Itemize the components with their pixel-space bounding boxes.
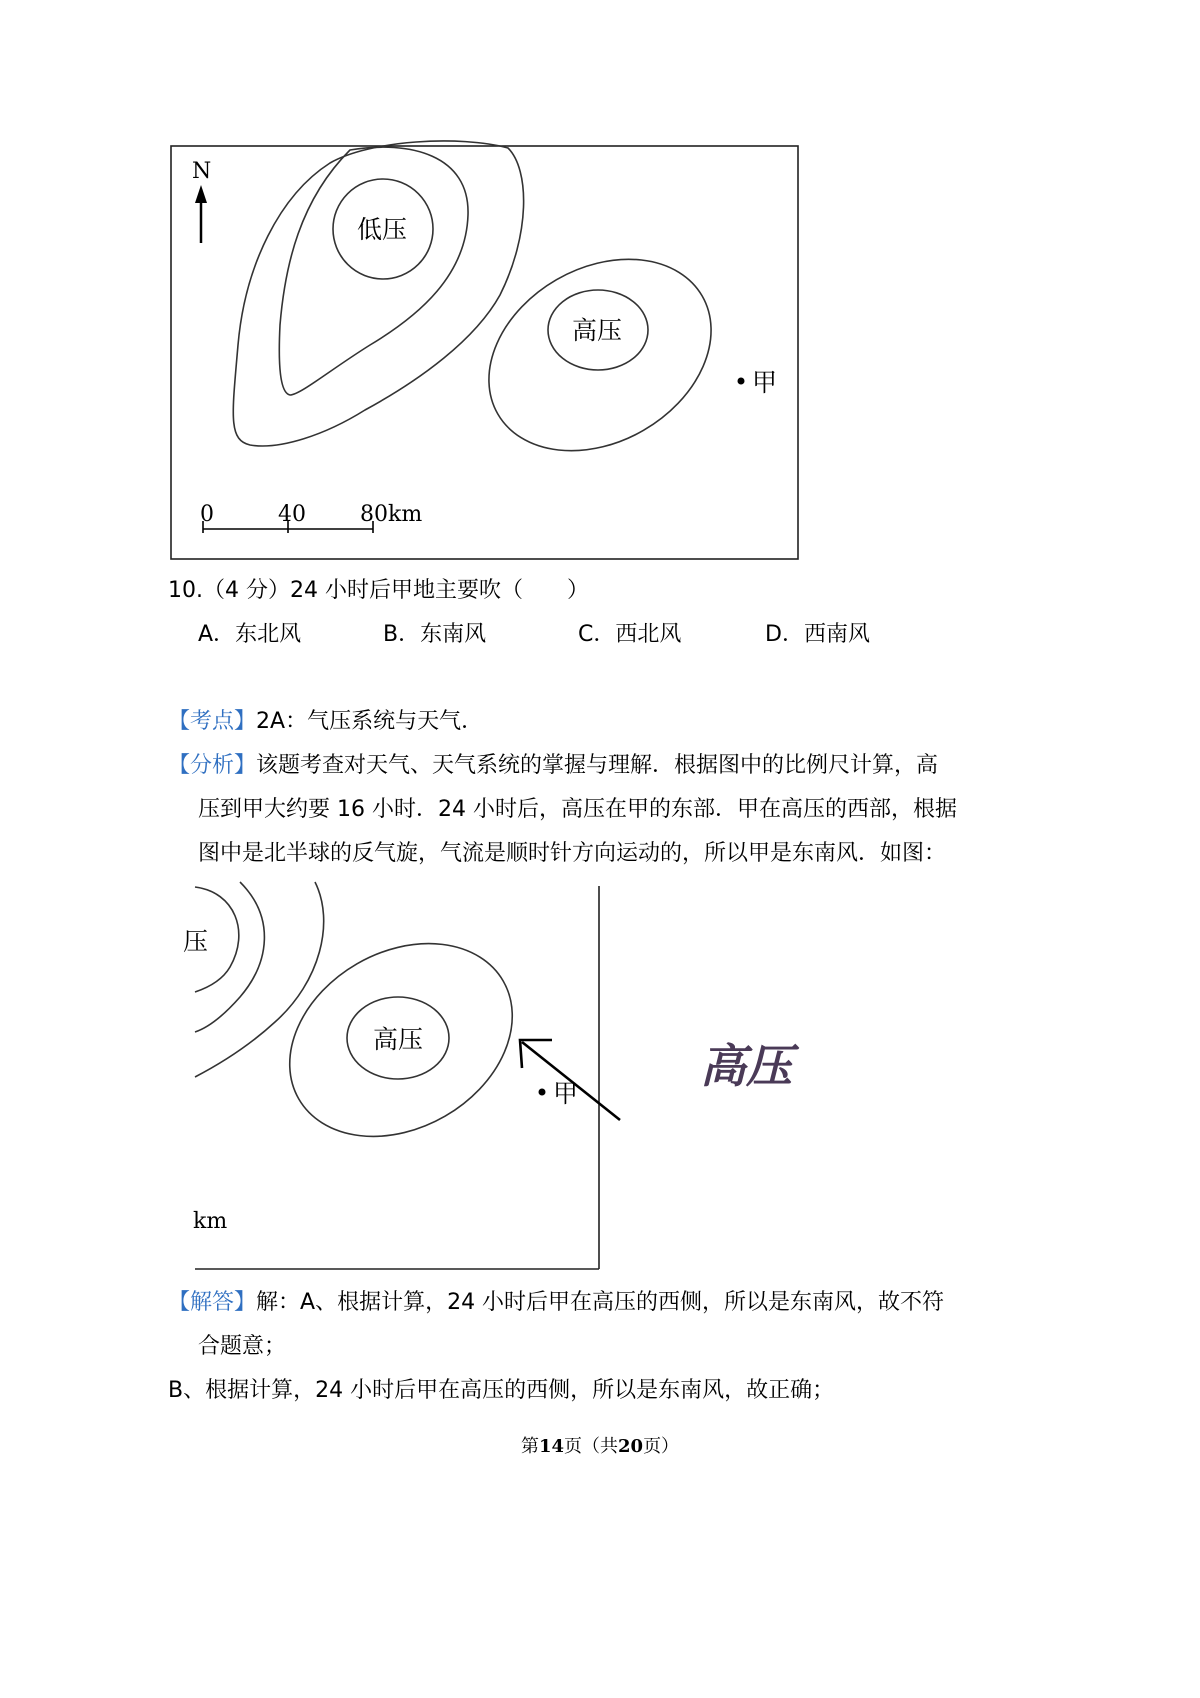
option-letter: A． bbox=[198, 622, 236, 647]
option-text: 东南风 bbox=[420, 622, 487, 647]
kaodian-line bbox=[168, 707, 483, 737]
option-text: 西北风 bbox=[615, 622, 682, 647]
jieda-line-3: B、根据计算，24 小时后甲在高压的西侧，所以是东南风，故正确； bbox=[168, 1378, 835, 1403]
low-middle-isobar bbox=[279, 147, 468, 395]
high-outer-isobar bbox=[454, 221, 745, 490]
option-letter: B． bbox=[383, 622, 421, 647]
wind-arrow-icon bbox=[522, 1042, 620, 1120]
point-jia-label: 甲 bbox=[752, 368, 778, 397]
high-pressure-label: 高压 bbox=[373, 1025, 424, 1054]
option-b bbox=[383, 620, 486, 650]
footer-page-number: 14 bbox=[538, 1436, 564, 1457]
page-footer bbox=[0, 1432, 1200, 1458]
scale-tick-0: 0 bbox=[200, 502, 214, 527]
partial-scale-label: km bbox=[193, 1209, 228, 1234]
partial-low-label: 压 bbox=[183, 927, 209, 956]
option-d bbox=[765, 620, 870, 650]
low-outer-isobar bbox=[233, 141, 523, 446]
jieda-tag: 【解答】 bbox=[168, 1290, 257, 1315]
scale-tick-40: 40 bbox=[278, 502, 306, 527]
footer-prefix: 第 bbox=[520, 1436, 539, 1457]
kaodian-text: 2A：气压系统与天气． bbox=[256, 709, 484, 734]
option-a bbox=[198, 620, 301, 650]
jieda-line-1 bbox=[168, 1288, 944, 1318]
partial-low-isobar bbox=[195, 882, 264, 1032]
footer-total-pages: 20 bbox=[618, 1436, 644, 1457]
map-frame bbox=[171, 146, 798, 559]
option-letter: D． bbox=[765, 622, 804, 647]
fenxi-tag: 【分析】 bbox=[168, 753, 257, 778]
option-text: 西南风 bbox=[803, 622, 870, 647]
north-arrowhead-icon bbox=[195, 185, 207, 203]
fenxi-line-3: 图中是北半球的反气旋，气流是顺时针方向运动的，所以甲是东南风．如图： bbox=[198, 841, 947, 866]
question-stem: 10.（4 分）24 小时后甲地主要吹（ ） bbox=[168, 578, 589, 603]
high-pressure-label: 高压 bbox=[572, 316, 623, 345]
point-jia-dot bbox=[738, 378, 745, 385]
footer-suffix: 页） bbox=[643, 1436, 680, 1457]
fenxi-line-1 bbox=[168, 751, 938, 781]
isobar-map bbox=[170, 145, 800, 561]
jieda-text-1: 解：A、根据计算，24 小时后甲在高压的西侧，所以是东南风，故不符 bbox=[256, 1290, 945, 1315]
scale-tick-80: 80km bbox=[360, 502, 423, 527]
fenxi-line-2: 压到甲大约要 16 小时．24 小时后，高压在甲的东部．甲在高压的西部，根据 bbox=[198, 797, 957, 822]
north-label: N bbox=[192, 159, 212, 184]
option-c bbox=[578, 620, 681, 650]
fenxi-text-1: 该题考查对天气、天气系统的掌握与理解．根据图中的比例尺计算，高 bbox=[256, 753, 939, 778]
point-jia-dot bbox=[539, 1089, 546, 1096]
enlarged-high-label: 高压 bbox=[700, 1039, 792, 1093]
jieda-line-2: 合题意； bbox=[198, 1334, 287, 1359]
footer-middle: 页（共 bbox=[564, 1436, 618, 1457]
option-text: 东北风 bbox=[235, 622, 302, 647]
kaodian-tag: 【考点】 bbox=[168, 709, 257, 734]
zoomed-isobar-map bbox=[183, 882, 835, 1274]
low-pressure-label: 低压 bbox=[357, 215, 408, 244]
point-jia-label: 甲 bbox=[553, 1079, 579, 1108]
option-letter: C． bbox=[578, 622, 616, 647]
